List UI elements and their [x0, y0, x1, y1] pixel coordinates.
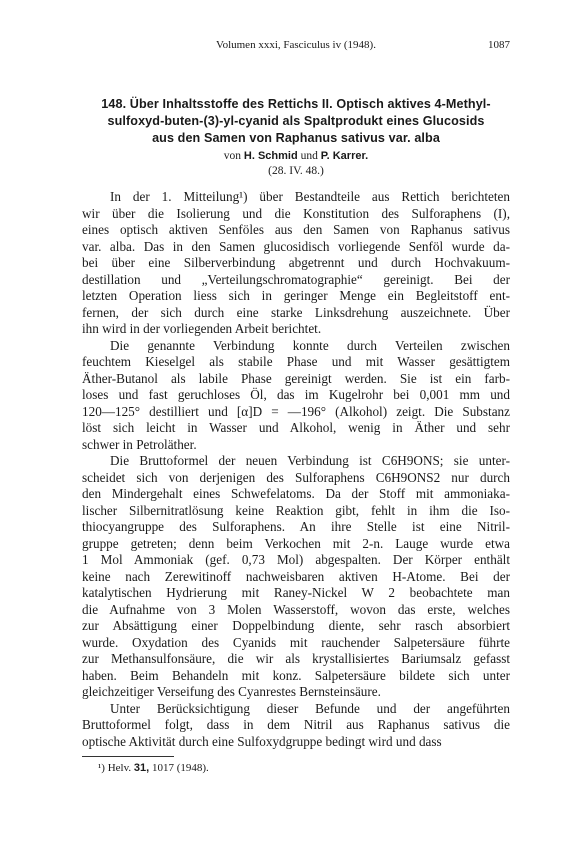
footnote — [82, 761, 510, 775]
text-line: scheidet sich von derjenigen des Sulforaphens C6H9ONS2 nur durch — [82, 469, 510, 485]
text-line: var. alba. Das in den Samen glucosidisch vorliegende Senföl wurde da- — [82, 238, 510, 254]
page — [82, 38, 510, 775]
text-line: löst sich leicht in Wasser und Alkohol, wenig in Äther und sehr — [82, 420, 510, 435]
footnote-rule — [82, 756, 174, 757]
text-line: In der 1. Mitteilung¹) über Bestandteile aus Rettich berichteten — [110, 189, 510, 204]
received-date: (28. IV. 48.) — [268, 165, 324, 177]
title-line: aus den Samen von Raphanus sativus var. alba — [152, 131, 440, 145]
text-line: wir über die Isolierung und die Konstitution des Sulforaphens (I), — [82, 205, 510, 221]
text-line: 120—125° destilliert und [α]D = —196° (Alkohol) zeigt. Die Substanz — [82, 403, 510, 419]
text-line: zur Methansulfonsäure, die wir als krystallisiertes Bariumsalz gefasst — [82, 651, 510, 666]
text-line: thiocyangruppe des Sulforaphens. An ihre Stelle ist eine Nitril- — [82, 519, 510, 534]
title-line: sulfoxyd-buten-(3)-yl-cyanid als Spaltprodukt eines Glucosids — [107, 114, 485, 128]
author-name: H. Schmid — [243, 150, 298, 162]
running-head — [82, 38, 510, 52]
journal-citation: Volumen xxxi, Fasciculus iv (1948). — [216, 39, 376, 51]
text-line: eines optisch aktiven Senföles aus den Samen von Raphanus sativus — [82, 222, 510, 237]
text-line: Die Bruttoformel der neuen Verbindung ist C6H9ONS; sie unter- — [110, 453, 510, 468]
article-body — [82, 189, 510, 750]
author-line — [82, 148, 510, 164]
text-line: bei über eine Silberverbindung abgetrennt und durch Hochvakuum- — [82, 255, 510, 270]
text-line: optische Aktivität durch eine Sulfoxydgruppe bedingt wird und dass — [82, 733, 442, 749]
text-line: zur Absättigung einer Doppelbindung diente, sehr rasch absorbiert — [82, 618, 510, 633]
page-number: 1087 — [488, 39, 510, 51]
footnote-marker: ¹) — [98, 762, 105, 774]
paragraph — [82, 338, 510, 454]
text-line: schwer in Petroläther. — [82, 436, 197, 452]
text-line: Bruttoformel folgt, dass in dem Nitril aus Raphanus sativus die — [82, 717, 510, 732]
text-line: lischer Silbernitratlösung keine Reaktion gibt, fehlt in ihm die Iso- — [82, 502, 510, 518]
text-line: feuchtem Kieselgel als stabile Phase und mit Wasser gesättigtem — [82, 354, 510, 369]
author-name: P. Karrer. — [320, 150, 369, 162]
paragraph — [82, 189, 510, 338]
text-line: wurde. Oxydation des Cyanids mit rauchender Salpetersäure führte — [82, 634, 510, 650]
text-line: den Mindergehalt eines Schwefelatoms. Da der Stoff mit ammoniaka- — [82, 486, 510, 501]
text-line: loses und fast geruchloses Öl, das im Kugelrohr bei 0,001 mm und — [82, 387, 510, 402]
text-line: fernen, der sich durch eine starke Linksdrehung auszeichnete. Über — [82, 304, 510, 320]
footnote-reference: 1017 (1948). — [151, 762, 209, 774]
text-line: gruppe getreten; denn beim Verkochen mit 2-n. Lauge wurde etwa — [82, 535, 510, 551]
text-line: letzten Operation liess sich in geringer Menge ein Begleitstoff ent- — [82, 288, 510, 303]
authors-joiner: und — [300, 150, 318, 162]
text-line: 1 Mol Ammoniak (gef. 0,73 Mol) abgespalten. Der Körper enthält — [82, 552, 510, 567]
text-line: destillation und „Verteilungschromatographie“ gereinigt. Bei der — [82, 271, 510, 287]
footnote-volume: 31, — [133, 762, 150, 774]
article-title — [82, 96, 510, 147]
paragraph — [82, 453, 510, 701]
text-line: gleichzeitiger Verseifung des Cyanrestes Bernsteinsäure. — [82, 684, 381, 699]
text-line: katalytischen Hydrierung mit Raney-Nickel W 2 beobachtete man — [82, 585, 510, 600]
title-line: 148. Über Inhaltsstoffe des Rettichs II. Optisch aktives 4-Methyl- — [101, 97, 491, 111]
paragraph — [82, 701, 510, 751]
text-line: Äther-Butanol als labile Phase gereinigt werden. Sie ist ein farb- — [82, 370, 510, 386]
text-line: keine nach Zerewitinoff nachweisbaren aktiven H-Atome. Bei der — [82, 568, 510, 584]
text-line: ihn wird in der vorliegenden Arbeit berichtet. — [82, 321, 322, 336]
footnote-journal: Helv. — [107, 762, 132, 774]
text-line: haben. Beim Behandeln mit konz. Salpetersäure bildete sich unter — [82, 667, 510, 683]
text-line: die Aufnahme von 3 Molen Wasserstoff, wovon das erste, welches — [82, 601, 510, 617]
text-line: Die genannte Verbindung konnte durch Verteilen zwischen — [110, 337, 510, 353]
text-line: Unter Berücksichtigung dieser Befunde und der angeführten — [110, 700, 510, 716]
authors-prefix: von — [223, 150, 242, 162]
